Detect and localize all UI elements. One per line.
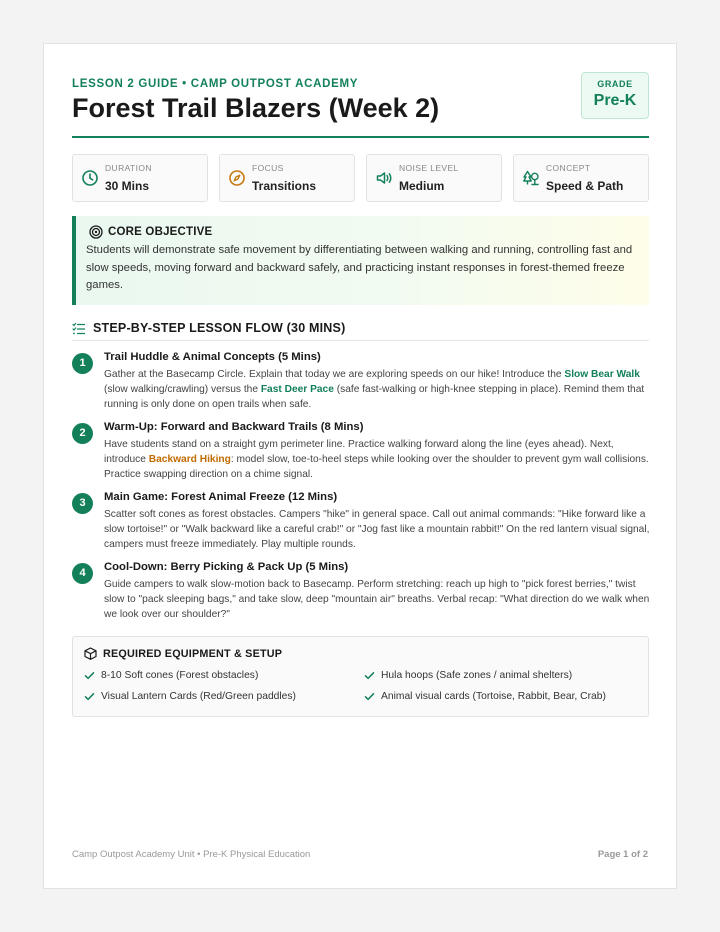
equipment-item xyxy=(84,670,258,681)
equipment-box xyxy=(72,636,649,717)
list-icon xyxy=(72,322,85,335)
header-divider xyxy=(72,136,649,138)
step-description xyxy=(104,437,650,482)
stat-label: NOISE LEVEL xyxy=(399,163,459,173)
highlight-term: Slow Bear Walk xyxy=(564,369,640,380)
step-title: Trail Huddle & Animal Concepts (5 Mins) xyxy=(104,351,321,363)
stat-value: Medium xyxy=(399,179,445,193)
equipment-item-label: Hula hoops (Safe zones / animal shelters) xyxy=(381,670,573,681)
check-icon xyxy=(364,691,375,702)
page-title: Forest Trail Blazers (Week 2) xyxy=(72,93,440,123)
stat-value: 30 Mins xyxy=(105,179,150,193)
compass-icon xyxy=(228,169,246,187)
trees-icon xyxy=(522,169,540,187)
core-objective-box xyxy=(72,216,649,305)
objective-header xyxy=(89,225,212,239)
objective-text: Students will demonstrate safe movement by differentiating between walking and running, controlling fast and slow speeds, moving forward and backward safely, and practicing instant responses in forest-themed freeze games. xyxy=(86,244,633,291)
lesson-flow-title: STEP-BY-STEP LESSON FLOW (30 MINS) xyxy=(93,321,346,335)
objective-title: CORE OBJECTIVE xyxy=(108,226,213,238)
target-icon xyxy=(89,225,103,239)
equipment-item-label: Visual Lantern Cards (Red/Green paddles) xyxy=(101,691,296,702)
step-text: (slow walking/crawling) versus the xyxy=(104,384,261,395)
equipment-title: REQUIRED EQUIPMENT & SETUP xyxy=(103,647,283,660)
lesson-eyebrow: LESSON 2 GUIDE • CAMP OUTPOST ACADEMY xyxy=(72,78,359,90)
check-icon xyxy=(84,691,95,702)
step-text: (safe fast-walking or high-knee stepping in place). Remind them that running is only done on open trails when safe. xyxy=(104,384,645,410)
step-number-badge: 2 xyxy=(72,423,93,444)
footer-unit-label: Camp Outpost Academy Unit • Pre-K Physical Education xyxy=(72,849,311,860)
grade-badge xyxy=(581,72,649,119)
step-text: Have students stand on a straight gym perimeter line. Practice walking forward along the line (eyes ahead). Next, introduce xyxy=(104,439,614,465)
step-description: Scatter soft cones as forest obstacles. Campers "hike" in general space. Call out animal commands: "Hike forward like a slow tortoise!" or "Walk backward like a careful crab!" or "Jog fast like a mountain rabbit!" On the red lantern visual signal, campers must freeze immediately. Play multiple rounds. xyxy=(104,509,650,550)
stat-focus xyxy=(219,154,355,202)
equipment-item-label: Animal visual cards (Tortoise, Rabbit, Bear, Crab) xyxy=(381,691,606,702)
grade-value: Pre-K xyxy=(593,92,637,109)
stat-label: FOCUS xyxy=(252,163,284,173)
stat-value: Speed & Path xyxy=(546,179,624,193)
equipment-item xyxy=(364,691,606,702)
step-description xyxy=(104,367,650,412)
step-title: Main Game: Forest Animal Freeze (12 Mins) xyxy=(104,491,338,503)
equipment-item xyxy=(84,691,296,702)
equipment-header xyxy=(84,647,282,660)
check-icon xyxy=(364,670,375,681)
step-description: Guide campers to walk slow-motion back to Basecamp. Perform stretching: reach up high to "pick forest berries," twist slow to "pack sleeping bags," and take slow, deep "mountain air" breaths. Verbal recap: "What direction do we walk when we look over our shoulder?" xyxy=(104,579,650,620)
highlight-term: Backward Hiking xyxy=(148,454,231,465)
step-number-badge: 4 xyxy=(72,563,93,584)
check-icon xyxy=(84,670,95,681)
flow-divider xyxy=(72,340,649,341)
grade-label: GRADE xyxy=(597,79,633,89)
stat-noise-level xyxy=(366,154,502,202)
box-icon xyxy=(84,647,97,660)
stat-duration xyxy=(72,154,208,202)
speaker-icon xyxy=(375,169,393,187)
stats-row xyxy=(72,154,649,202)
step-title: Cool-Down: Berry Picking & Pack Up (5 Mins) xyxy=(104,561,349,573)
footer-page-number: Page 1 of 2 xyxy=(597,849,648,860)
lesson-page xyxy=(43,43,677,889)
equipment-item-label: 8-10 Soft cones (Forest obstacles) xyxy=(101,670,259,681)
stat-label: DURATION xyxy=(105,163,152,173)
lesson-flow-header xyxy=(72,321,345,335)
stat-concept xyxy=(513,154,649,202)
stat-label: CONCEPT xyxy=(546,163,591,173)
step-number-badge: 3 xyxy=(72,493,93,514)
step-title: Warm-Up: Forward and Backward Trails (8 Mins) xyxy=(104,421,364,433)
step-number-badge: 1 xyxy=(72,353,93,374)
equipment-item xyxy=(364,670,572,681)
clock-icon xyxy=(81,169,99,187)
stat-value: Transitions xyxy=(252,179,317,193)
highlight-term: Fast Deer Pace xyxy=(260,384,334,395)
step-text: Gather at the Basecamp Circle. Explain that today we are exploring speeds on our hike! Introduce the xyxy=(104,369,565,380)
step-text: : model slow, toe-to-heel steps while looking over the shoulder to prevent gym wall collisions. Practice swapping direction on a chime signal. xyxy=(104,454,649,480)
